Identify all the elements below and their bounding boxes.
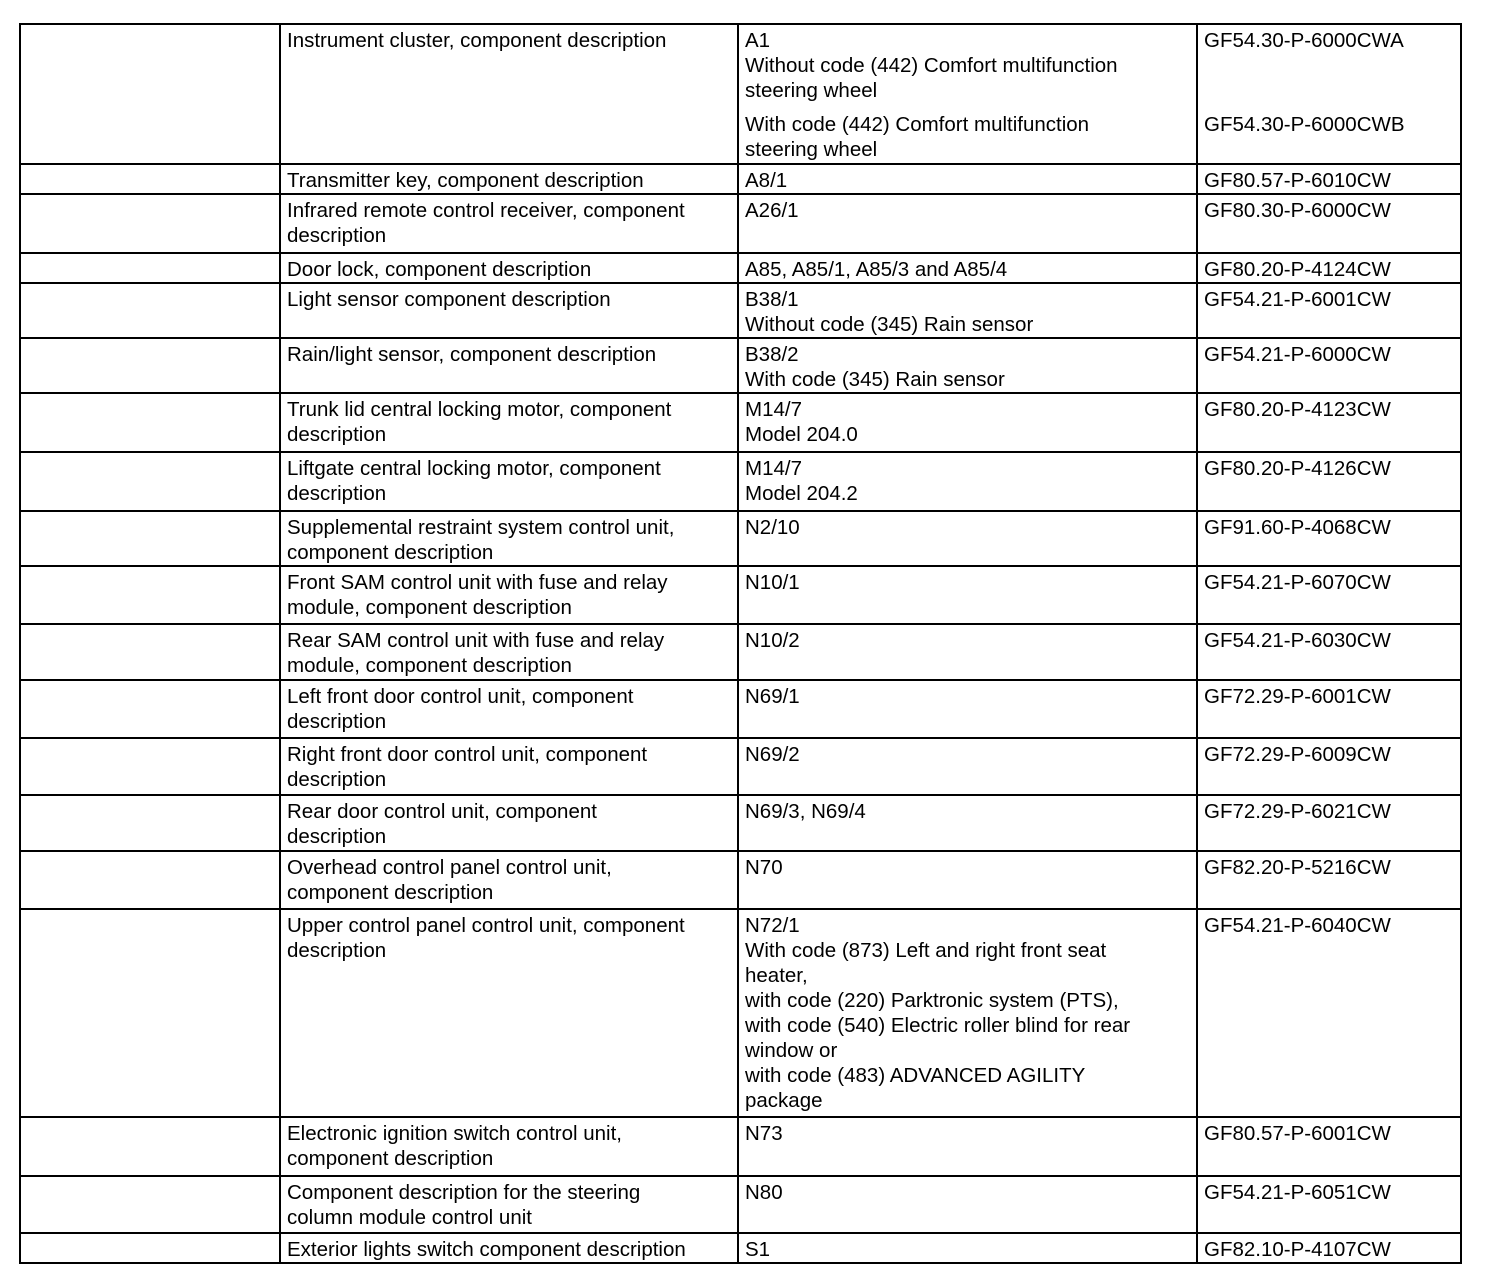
component-text: Rain/light sensor, component description	[287, 343, 657, 366]
component-text: Supplemental restraint system control unit,	[287, 516, 675, 539]
table-row	[20, 795, 1461, 851]
designation-text: With code (442) Comfort multifunction	[745, 113, 1090, 136]
component-text: description	[287, 939, 387, 962]
component-text: Front SAM control unit with fuse and relay	[287, 571, 668, 594]
component-text: Light sensor component description	[287, 288, 611, 311]
designation-text: B38/2	[745, 343, 799, 366]
document-reference[interactable]: GF80.20-P-4124CW	[1204, 258, 1391, 281]
designation-text: N10/1	[745, 571, 800, 594]
component-cell	[280, 511, 738, 566]
component-cell	[280, 624, 738, 680]
designation-cell	[738, 1176, 1197, 1233]
designation-cell	[738, 253, 1197, 283]
reference-cell	[1197, 795, 1461, 851]
designation-text: S1	[745, 1238, 771, 1261]
reference-cell	[1197, 738, 1461, 795]
component-text: description	[287, 768, 387, 791]
table-row	[20, 194, 1461, 253]
table-row	[20, 1233, 1461, 1263]
group-cell	[20, 851, 280, 909]
document-reference[interactable]: GF54.21-P-6051CW	[1204, 1181, 1391, 1204]
designation-text: N70	[745, 856, 783, 879]
component-text: Infrared remote control receiver, component	[287, 199, 685, 222]
reference-cell	[1197, 680, 1461, 738]
table-row	[20, 909, 1461, 1117]
reference-cell	[1197, 909, 1461, 1117]
designation-text: A8/1	[745, 169, 788, 192]
reference-cell	[1197, 393, 1461, 452]
designation-text: With code (873) Left and right front seat	[745, 939, 1107, 962]
designation-text: M14/7	[745, 457, 802, 480]
designation-text: heater,	[745, 964, 808, 987]
reference-cell	[1197, 194, 1461, 253]
document-reference[interactable]: GF54.21-P-6001CW	[1204, 288, 1391, 311]
component-cell	[280, 164, 738, 194]
component-text: component description	[287, 881, 494, 904]
group-cell	[20, 393, 280, 452]
designation-text: steering wheel	[745, 138, 878, 161]
table-row	[20, 24, 1461, 164]
designation-text: with code (540) Electric roller blind for rear	[745, 1014, 1131, 1037]
component-text: Rear door control unit, component	[287, 800, 597, 823]
component-cell	[280, 566, 738, 624]
component-reference-table	[19, 23, 1462, 1264]
component-text: Component description for the steering	[287, 1181, 641, 1204]
component-cell	[280, 1117, 738, 1176]
designation-cell	[738, 1117, 1197, 1176]
designation-text: with code (483) ADVANCED AGILITY	[745, 1064, 1086, 1087]
designation-text: N80	[745, 1181, 783, 1204]
document-reference[interactable]: GF54.21-P-6070CW	[1204, 571, 1391, 594]
designation-text: N10/2	[745, 629, 800, 652]
group-cell	[20, 1233, 280, 1263]
group-cell	[20, 283, 280, 338]
reference-cell	[1197, 566, 1461, 624]
designation-cell	[738, 164, 1197, 194]
component-text: Upper control panel control unit, component	[287, 914, 685, 937]
designation-text: With code (345) Rain sensor	[745, 368, 1005, 391]
component-text: component description	[287, 541, 494, 564]
designation-cell	[738, 511, 1197, 566]
designation-text: Without code (345) Rain sensor	[745, 313, 1034, 336]
component-text: Electronic ignition switch control unit,	[287, 1122, 622, 1145]
designation-cell	[738, 851, 1197, 909]
component-cell	[280, 1176, 738, 1233]
reference-cell	[1197, 1117, 1461, 1176]
designation-cell	[738, 1233, 1197, 1263]
component-cell	[280, 738, 738, 795]
designation-cell	[738, 795, 1197, 851]
group-cell	[20, 795, 280, 851]
group-cell	[20, 253, 280, 283]
table-row	[20, 566, 1461, 624]
designation-cell	[738, 909, 1197, 1117]
reference-cell	[1197, 1233, 1461, 1263]
reference-cell	[1197, 253, 1461, 283]
group-cell	[20, 909, 280, 1117]
component-text: Trunk lid central locking motor, component	[287, 398, 672, 421]
component-cell	[280, 253, 738, 283]
document-reference[interactable]: GF54.30-P-6000CWA	[1204, 29, 1404, 52]
document-reference[interactable]: GF91.60-P-4068CW	[1204, 516, 1391, 539]
table-row	[20, 511, 1461, 566]
reference-cell	[1197, 511, 1461, 566]
designation-cell	[738, 283, 1197, 338]
document-reference[interactable]: GF80.57-P-6010CW	[1204, 169, 1391, 192]
designation-cell	[738, 338, 1197, 393]
designation-cell	[738, 624, 1197, 680]
component-cell	[280, 283, 738, 338]
table-row	[20, 680, 1461, 738]
component-text: Instrument cluster, component description	[287, 29, 667, 52]
component-cell	[280, 909, 738, 1117]
designation-cell	[738, 194, 1197, 253]
component-cell	[280, 24, 738, 164]
group-cell	[20, 194, 280, 253]
designation-text: Model 204.2	[745, 482, 858, 505]
document-reference[interactable]: GF54.21-P-6040CW	[1204, 914, 1391, 937]
group-cell	[20, 164, 280, 194]
designation-cell	[738, 566, 1197, 624]
group-cell	[20, 452, 280, 511]
table-row	[20, 253, 1461, 283]
designation-cell	[738, 24, 1197, 164]
reference-cell	[1197, 851, 1461, 909]
designation-text: N69/3, N69/4	[745, 800, 866, 823]
designation-text: A26/1	[745, 199, 799, 222]
component-text: description	[287, 825, 387, 848]
designation-cell	[738, 680, 1197, 738]
designation-text: N72/1	[745, 914, 800, 937]
reference-cell	[1197, 624, 1461, 680]
component-text: Right front door control unit, component	[287, 743, 648, 766]
component-text: description	[287, 710, 387, 733]
document-reference[interactable]: GF54.21-P-6030CW	[1204, 629, 1391, 652]
table-row	[20, 1117, 1461, 1176]
designation-text: steering wheel	[745, 79, 878, 102]
group-cell	[20, 624, 280, 680]
reference-cell	[1197, 452, 1461, 511]
component-cell	[280, 452, 738, 511]
reference-cell	[1197, 283, 1461, 338]
component-cell	[280, 194, 738, 253]
designation-text: with code (220) Parktronic system (PTS),	[745, 989, 1119, 1012]
component-cell	[280, 795, 738, 851]
table-row	[20, 624, 1461, 680]
component-text: Door lock, component description	[287, 258, 592, 281]
designation-text: package	[745, 1089, 823, 1112]
component-text: column module control unit	[287, 1206, 532, 1229]
document-reference[interactable]: GF72.29-P-6021CW	[1204, 800, 1391, 823]
table-row	[20, 164, 1461, 194]
designation-text: N2/10	[745, 516, 800, 539]
designation-text: Without code (442) Comfort multifunction	[745, 54, 1118, 77]
designation-text: A85, A85/1, A85/3 and A85/4	[745, 258, 1008, 281]
component-text: Exterior lights switch component description	[287, 1238, 686, 1261]
table-row	[20, 338, 1461, 393]
designation-cell	[738, 452, 1197, 511]
component-text: module, component description	[287, 596, 572, 619]
component-text: module, component description	[287, 654, 572, 677]
component-cell	[280, 1233, 738, 1263]
table-row	[20, 738, 1461, 795]
designation-text: A1	[745, 29, 771, 52]
group-cell	[20, 1176, 280, 1233]
document-reference[interactable]: GF54.21-P-6000CW	[1204, 343, 1391, 366]
designation-text: N69/1	[745, 685, 800, 708]
table-row	[20, 851, 1461, 909]
document-reference[interactable]: GF82.20-P-5216CW	[1204, 856, 1391, 879]
document-reference[interactable]: GF80.30-P-6000CW	[1204, 199, 1391, 222]
component-cell	[280, 851, 738, 909]
reference-cell	[1197, 1176, 1461, 1233]
document-reference[interactable]: GF72.29-P-6001CW	[1204, 685, 1391, 708]
table-row	[20, 283, 1461, 338]
document-reference[interactable]: GF72.29-P-6009CW	[1204, 743, 1391, 766]
component-cell	[280, 338, 738, 393]
group-cell	[20, 511, 280, 566]
component-cell	[280, 680, 738, 738]
designation-text: B38/1	[745, 288, 799, 311]
group-cell	[20, 1117, 280, 1176]
component-text: Transmitter key, component description	[287, 169, 644, 192]
table-row	[20, 452, 1461, 511]
component-cell	[280, 393, 738, 452]
group-cell	[20, 24, 280, 164]
component-text: Liftgate central locking motor, component	[287, 457, 661, 480]
group-cell	[20, 566, 280, 624]
component-text: Rear SAM control unit with fuse and relay	[287, 629, 665, 652]
component-text: description	[287, 482, 387, 505]
document-reference[interactable]: GF82.10-P-4107CW	[1204, 1238, 1391, 1261]
component-text: description	[287, 423, 387, 446]
designation-text: window or	[745, 1039, 838, 1062]
designation-text: N73	[745, 1122, 783, 1145]
component-text: component description	[287, 1147, 494, 1170]
document-reference[interactable]: GF80.20-P-4123CW	[1204, 398, 1391, 421]
component-text: description	[287, 224, 387, 247]
group-cell	[20, 338, 280, 393]
designation-cell	[738, 738, 1197, 795]
component-text: Overhead control panel control unit,	[287, 856, 612, 879]
group-cell	[20, 680, 280, 738]
designation-text: N69/2	[745, 743, 800, 766]
table-row	[20, 1176, 1461, 1233]
reference-cell	[1197, 338, 1461, 393]
designation-cell	[738, 393, 1197, 452]
document-reference[interactable]: GF54.30-P-6000CWB	[1204, 113, 1405, 136]
designation-text: M14/7	[745, 398, 802, 421]
table-row	[20, 393, 1461, 452]
component-text: Left front door control unit, component	[287, 685, 634, 708]
group-cell	[20, 738, 280, 795]
reference-cell	[1197, 24, 1461, 164]
document-reference[interactable]: GF80.20-P-4126CW	[1204, 457, 1391, 480]
reference-cell	[1197, 164, 1461, 194]
table-body	[20, 24, 1461, 1263]
designation-text: Model 204.0	[745, 423, 858, 446]
document-reference[interactable]: GF80.57-P-6001CW	[1204, 1122, 1391, 1145]
